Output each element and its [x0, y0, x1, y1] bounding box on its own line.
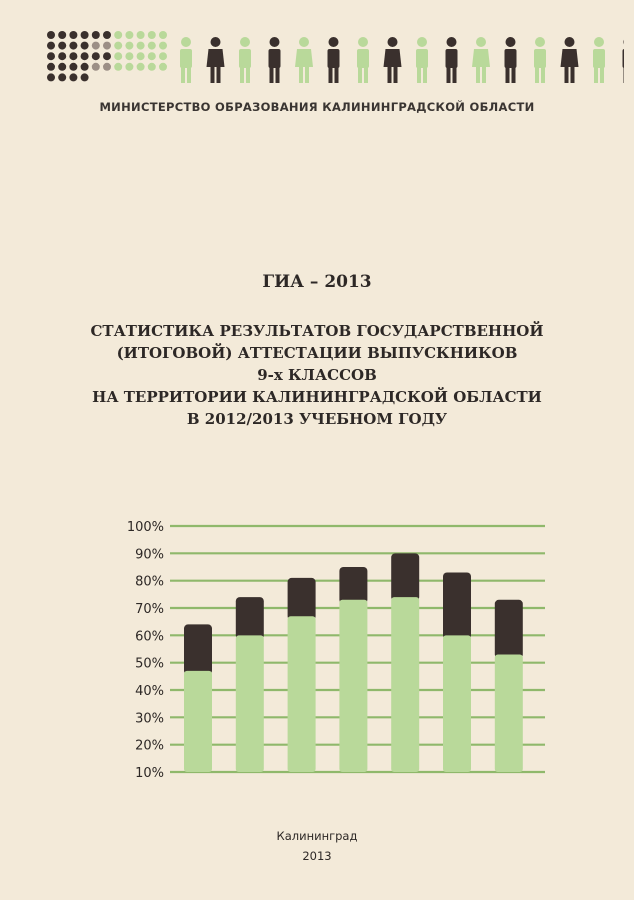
- dot-mark: [125, 31, 133, 39]
- dot-mark: [103, 52, 111, 60]
- results-bar-chart: [120, 510, 550, 785]
- person-figure: [357, 37, 369, 83]
- title-line: СТАТИСТИКА РЕЗУЛЬТАТОВ ГОСУДАРСТВЕННОЙ: [90, 322, 544, 340]
- bar-upper-segment: [236, 597, 264, 639]
- dot-mark: [47, 31, 55, 39]
- dot-mark: [58, 52, 66, 60]
- person-figure: [472, 37, 490, 83]
- dot-mark: [114, 52, 122, 60]
- person-figure: [623, 37, 625, 83]
- dot-mark: [137, 42, 145, 50]
- person-figures-icon: [174, 36, 624, 86]
- y-tick-label: 100%: [126, 520, 164, 535]
- dot-mark: [47, 52, 55, 60]
- dot-mark: [58, 31, 66, 39]
- bar-lower-segment: [184, 671, 212, 772]
- dot-mark: [58, 63, 66, 71]
- y-tick-label: 40%: [135, 684, 164, 699]
- person-figure: [561, 37, 579, 83]
- dot-mark: [137, 31, 145, 39]
- document-title: [0, 320, 634, 430]
- y-tick-label: 80%: [135, 574, 164, 590]
- dot-mark: [81, 31, 89, 39]
- person-figure: [593, 37, 605, 83]
- dot-mark: [148, 42, 156, 50]
- bar-lower-segment: [339, 600, 367, 772]
- bar-upper-segment: [288, 578, 316, 620]
- dot-mark: [103, 42, 111, 50]
- dot-mark: [148, 52, 156, 60]
- dot-mark: [69, 52, 77, 60]
- bar-upper-segment: [443, 572, 471, 639]
- dot-mark: [125, 42, 133, 50]
- dot-mark: [47, 73, 55, 81]
- footer: [0, 826, 634, 866]
- dot-mark: [159, 52, 167, 60]
- dot-mark: [92, 52, 100, 60]
- dot-mark: [125, 52, 133, 60]
- dot-mark: [69, 42, 77, 50]
- person-figure: [505, 37, 517, 83]
- dot-mark: [137, 52, 145, 60]
- title-line: 9-х КЛАССОВ: [257, 366, 377, 384]
- person-figure: [180, 37, 192, 83]
- bar-upper-segment: [339, 567, 367, 604]
- dot-mark: [114, 63, 122, 71]
- person-figure: [328, 37, 340, 83]
- y-tick-label: 90%: [135, 547, 164, 563]
- title-line: НА ТЕРРИТОРИИ КАЛИНИНГРАДСКОЙ ОБЛАСТИ: [92, 388, 542, 406]
- bar-lower-segment: [443, 635, 471, 772]
- dot-mark: [148, 63, 156, 71]
- dot-mark: [159, 31, 167, 39]
- dot-mark: [137, 63, 145, 71]
- dot-mark: [159, 63, 167, 71]
- year-label: 2013: [302, 849, 332, 863]
- dot-mark: [103, 31, 111, 39]
- y-tick-label: 10%: [135, 766, 164, 781]
- dot-mark: [69, 31, 77, 39]
- dot-mark: [58, 73, 66, 81]
- dot-mark: [148, 31, 156, 39]
- dot-mark: [58, 42, 66, 50]
- bar-lower-segment: [288, 616, 316, 772]
- person-figure: [384, 37, 402, 83]
- person-figure: [534, 37, 546, 83]
- dot-mark: [47, 42, 55, 50]
- dot-mark: [159, 42, 167, 50]
- dot-mark: [103, 63, 111, 71]
- y-tick-label: 50%: [135, 656, 164, 672]
- dot-mark: [69, 63, 77, 71]
- person-figure: [269, 37, 281, 83]
- title-line: (ИТОГОВОЙ) АТТЕСТАЦИИ ВЫПУСКНИКОВ: [116, 344, 518, 362]
- y-tick-label: 20%: [135, 738, 164, 754]
- title-line: В 2012/2013 УЧЕБНОМ ГОДУ: [186, 410, 448, 428]
- bar-upper-segment: [391, 553, 419, 601]
- person-figure: [416, 37, 428, 83]
- dot-grid-icon: [46, 30, 168, 84]
- bar-upper-segment: [184, 624, 212, 674]
- exam-title: ГИА – 2013: [262, 272, 372, 292]
- city-label: Калининград: [276, 829, 358, 843]
- dot-mark: [81, 73, 89, 81]
- person-figure: [295, 37, 313, 83]
- dot-mark: [81, 42, 89, 50]
- y-tick-label: 70%: [135, 602, 164, 617]
- bar-lower-segment: [495, 654, 523, 772]
- person-figure: [446, 37, 458, 83]
- dot-mark: [92, 31, 100, 39]
- dot-mark: [125, 63, 133, 71]
- person-figure: [239, 37, 251, 83]
- y-tick-label: 60%: [135, 629, 164, 645]
- dot-mark: [92, 63, 100, 71]
- dot-mark: [69, 73, 77, 81]
- ministry-name: МИНИСТЕРСТВО ОБРАЗОВАНИЯ КАЛИНИНГРАДСКОЙ ОБЛАСТИ: [99, 100, 535, 114]
- person-figure: [207, 37, 225, 83]
- bar-upper-segment: [495, 600, 523, 659]
- dot-mark: [114, 31, 122, 39]
- dot-mark: [114, 42, 122, 50]
- dot-mark: [47, 63, 55, 71]
- dot-mark: [81, 63, 89, 71]
- dot-mark: [92, 42, 100, 50]
- y-tick-label: 30%: [135, 711, 164, 727]
- dot-mark: [81, 52, 89, 60]
- bar-lower-segment: [391, 597, 419, 772]
- bar-lower-segment: [236, 635, 264, 772]
